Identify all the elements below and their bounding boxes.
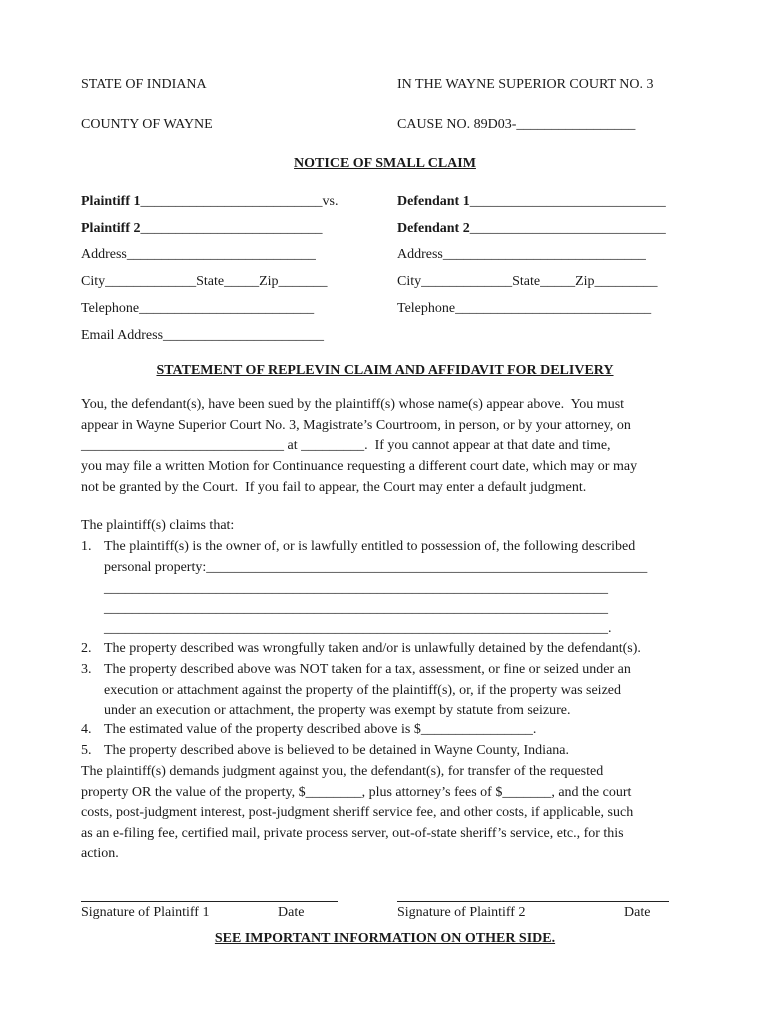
court-label: IN THE WAYNE SUPERIOR COURT NO. 3 <box>397 77 654 92</box>
plaintiff-2-row <box>81 221 323 237</box>
defendant-address: Address_____________________________ <box>397 247 646 262</box>
defendant-2-blank: ____________________________ <box>469 221 666 236</box>
footer-notice: SEE IMPORTANT INFORMATION ON OTHER SIDE. <box>214 931 556 946</box>
state-label: STATE OF INDIANA <box>81 77 207 92</box>
statement-title: STATEMENT OF REPLEVIN CLAIM AND AFFIDAVIT FOR DELIVERY <box>156 363 614 378</box>
defendant-telephone: Telephone____________________________ <box>397 301 652 316</box>
plaintiff-city-state-zip: City_____________State_____Zip_______ <box>81 274 328 289</box>
demand-line: property OR the value of the property, $________, plus attorney’s fees of $_______, and the court <box>81 785 632 800</box>
claim-3-number: 3. <box>81 662 92 677</box>
claim-2-number: 2. <box>81 641 92 656</box>
claim-5-number: 5. <box>81 743 92 758</box>
cause-number: CAUSE NO. 89D03-_________________ <box>397 117 636 132</box>
claim-4-number: 4. <box>81 722 92 737</box>
claim-4-line: The estimated value of the property described above is $________________. <box>104 722 537 737</box>
signature-1-label: Signature of Plaintiff 1 <box>81 905 210 920</box>
defendant-1-blank: ____________________________ <box>469 194 666 209</box>
claim-1-property-blank: personal property:_______________________________________________________________ <box>104 560 648 575</box>
intro-line: _____________________________ at _________. If you cannot appear at that date and time, <box>81 438 611 453</box>
defendant-1-label: Defendant 1 <box>397 194 470 209</box>
signature-2-line <box>397 901 669 902</box>
defendant-city-state-zip: City_____________State_____Zip_________ <box>397 274 658 289</box>
claim-3-line: execution or attachment against the property of the plaintiff(s), or, if the property was seized <box>104 683 622 698</box>
county-label: COUNTY OF WAYNE <box>81 117 213 132</box>
plaintiff-2-blank: __________________________ <box>140 221 323 236</box>
defendant-2-label: Defendant 2 <box>397 221 470 236</box>
page-title: NOTICE OF SMALL CLAIM <box>294 156 476 171</box>
claims-intro: The plaintiff(s) claims that: <box>81 518 235 533</box>
claim-1-number: 1. <box>81 539 92 554</box>
intro-line: you may file a written Motion for Continuance requesting a different court date, which may or may <box>81 459 638 474</box>
plaintiff-2-label: Plaintiff 2 <box>81 221 141 236</box>
claim-1-property-blank: ________________________________________________________________________. <box>104 621 612 636</box>
claim-1-line: The plaintiff(s) is the owner of, or is lawfully entitled to possession of, the following described <box>104 539 636 554</box>
signature-1-date-label: Date <box>278 905 305 920</box>
intro-line: You, the defendant(s), have been sued by the plaintiff(s) whose name(s) appear above. You must <box>81 397 625 412</box>
defendant-2-row <box>397 221 666 237</box>
intro-line: not be granted by the Court. If you fail to appear, the Court may enter a default judgment. <box>81 480 587 495</box>
claim-1-property-blank: ________________________________________________________________________ <box>104 581 608 596</box>
demand-line: action. <box>81 846 119 861</box>
claim-2-line: The property described was wrongfully taken and/or is unlawfully detained by the defendant(s). <box>104 641 641 656</box>
claim-5-line: The property described above is believed to be detained in Wayne County, Indiana. <box>104 743 570 758</box>
demand-line: as an e-filing fee, certified mail, private process server, out-of-state sheriff’s service, etc., for this <box>81 826 624 841</box>
plaintiff-telephone: Telephone_________________________ <box>81 301 315 316</box>
claim-3-line: under an execution or attachment, the property was exempt by statute from seizure. <box>104 703 571 718</box>
plaintiff-address: Address___________________________ <box>81 247 316 262</box>
claim-1-property-blank: ________________________________________________________________________ <box>104 601 608 616</box>
plaintiff-email: Email Address_______________________ <box>81 328 325 343</box>
claim-3-line: The property described above was NOT taken for a tax, assessment, or fine or seized under an <box>104 662 631 677</box>
defendant-1-row <box>397 194 666 210</box>
demand-line: costs, post-judgment interest, post-judgment sheriff service fee, and other costs, if applicable, such <box>81 805 634 820</box>
plaintiff-1-blank: __________________________vs. <box>140 194 339 209</box>
signature-2-label: Signature of Plaintiff 2 <box>397 905 526 920</box>
plaintiff-1-label: Plaintiff 1 <box>81 194 141 209</box>
signature-2-date-label: Date <box>624 905 651 920</box>
demand-line: The plaintiff(s) demands judgment against you, the defendant(s), for transfer of the requested <box>81 764 604 779</box>
signature-1-line <box>81 901 338 902</box>
plaintiff-1-row <box>81 194 338 210</box>
intro-line: appear in Wayne Superior Court No. 3, Magistrate’s Courtroom, in person, or by your attorney, on <box>81 418 631 433</box>
